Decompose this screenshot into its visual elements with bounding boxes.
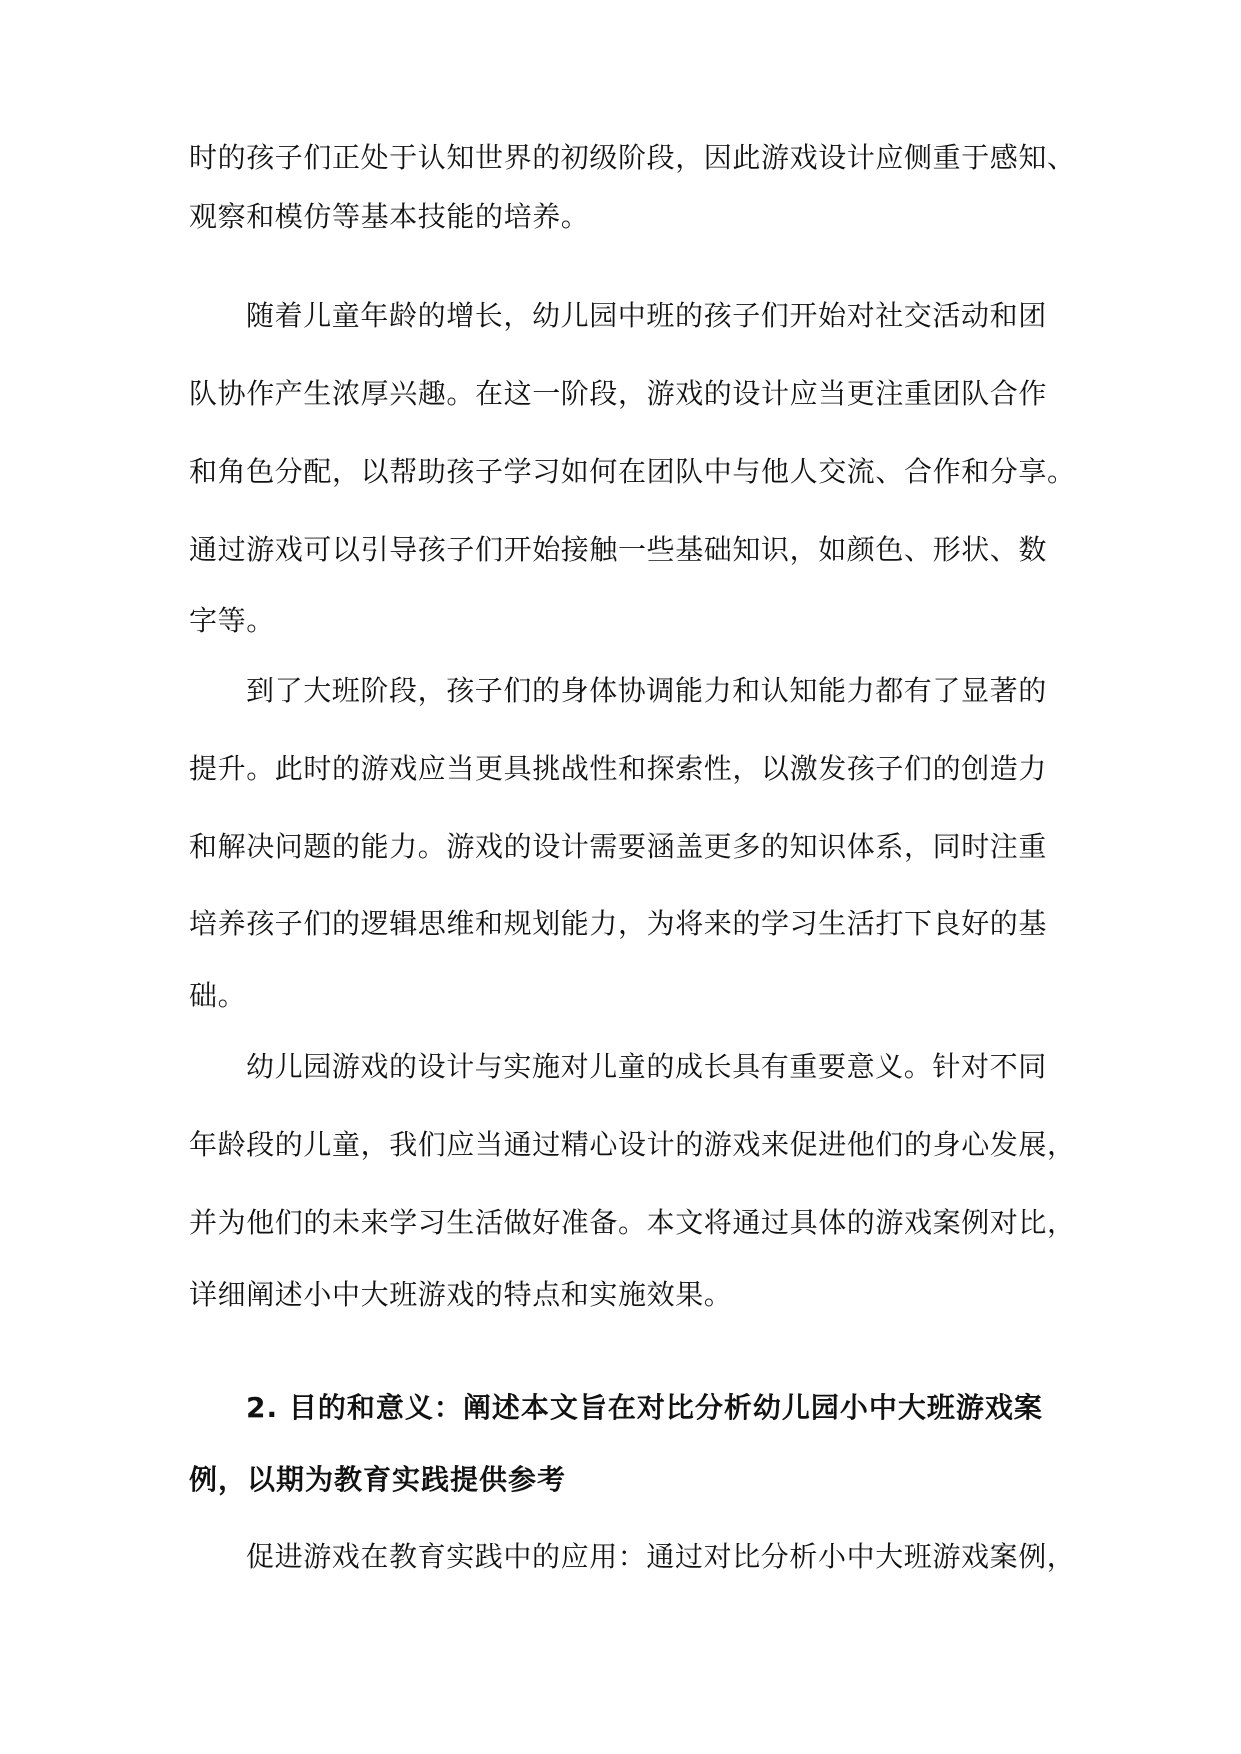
paragraph-line: 和解决问题的能力。游戏的设计需要涵盖更多的知识体系，同时注重 (189, 830, 1048, 863)
section-heading: 例，以期为教育实践提供参考 (189, 1463, 567, 1496)
paragraph-line: 字等。 (189, 604, 275, 637)
paragraph-line: 年龄段的儿童，我们应当通过精心设计的游戏来促进他们的身心发展， (189, 1128, 1076, 1161)
paragraph-line: 并为他们的未来学习生活做好准备。本文将通过具体的游戏案例对比， (189, 1206, 1076, 1239)
paragraph-line: 观察和模仿等基本技能的培养。 (189, 200, 590, 233)
paragraph-line: 通过游戏可以引导孩子们开始接触一些基础知识，如颜色、形状、数 (189, 533, 1048, 566)
paragraph-line: 随着儿童年龄的增长，幼儿园中班的孩子们开始对社交活动和团 (246, 299, 1047, 332)
paragraph-line: 和角色分配，以帮助孩子学习如何在团队中与他人交流、合作和分享。 (189, 455, 1076, 488)
paragraph-line: 队协作产生浓厚兴趣。在这一阶段，游戏的设计应当更注重团队合作 (189, 377, 1048, 410)
paragraph-line: 促进游戏在教育实践中的应用：通过对比分析小中大班游戏案例， (246, 1540, 1076, 1573)
paragraph-line: 培养孩子们的逻辑思维和规划能力，为将来的学习生活打下良好的基 (189, 907, 1048, 940)
paragraph-line: 提升。此时的游戏应当更具挑战性和探索性，以激发孩子们的创造力 (189, 752, 1048, 785)
paragraph-line: 到了大班阶段，孩子们的身体协调能力和认知能力都有了显著的 (246, 674, 1047, 707)
paragraph-line: 时的孩子们正处于认知世界的初级阶段，因此游戏设计应侧重于感知、 (189, 141, 1076, 174)
paragraph-line: 详细阐述小中大班游戏的特点和实施效果。 (189, 1278, 733, 1311)
paragraph-line: 幼儿园游戏的设计与实施对儿童的成长具有重要意义。针对不同 (246, 1050, 1047, 1083)
section-heading: 2. 目的和意义：阐述本文旨在对比分析幼儿园小中大班游戏案 (246, 1391, 1043, 1424)
paragraph-line: 础。 (189, 979, 247, 1012)
